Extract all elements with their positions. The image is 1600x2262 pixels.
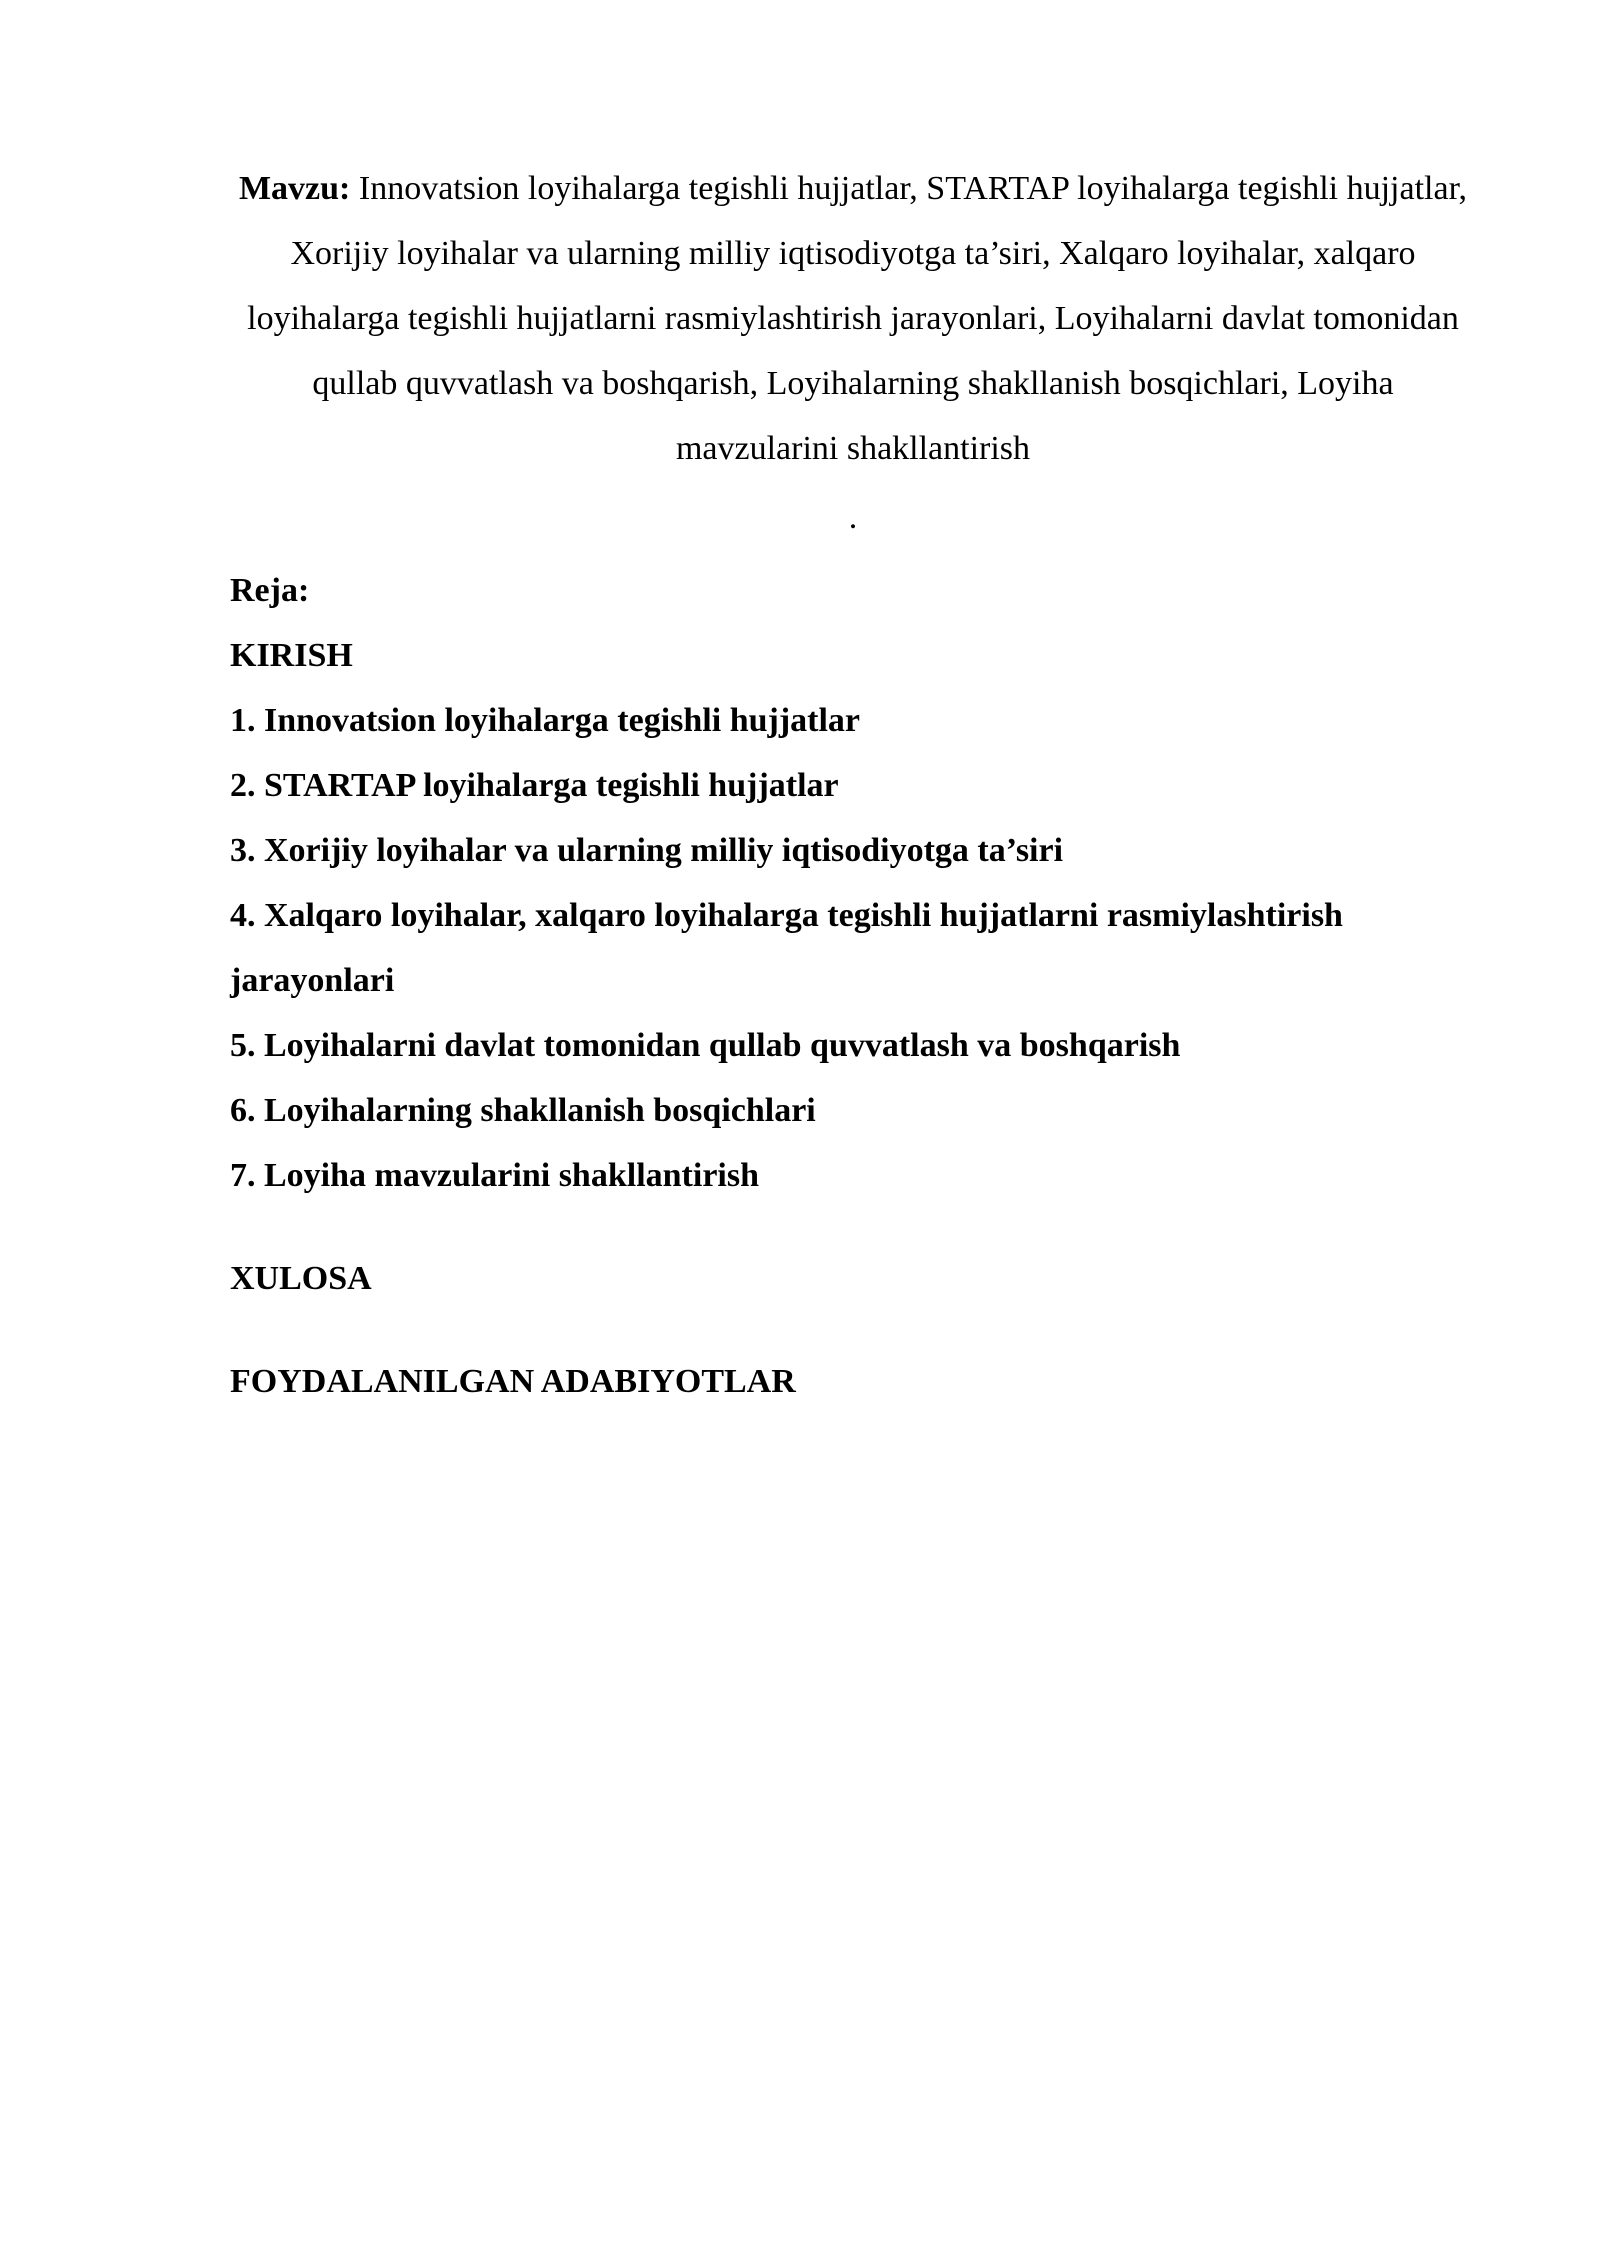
plan-item-1: 1. Innovatsion loyihalarga tegishli hujjatlar	[230, 702, 861, 739]
separator-dot: .	[848, 499, 858, 536]
plan-item-7: 7. Loyiha mavzularini shakllantirish	[230, 1157, 759, 1194]
plan-item-2: 2. STARTAP loyihalarga tegishli hujjatlar	[230, 767, 839, 804]
conclusion-heading: XULOSA	[230, 1260, 372, 1297]
plan-item-3: 3. Xorijiy loyihalar va ularning milliy iqtisodiyotga ta’siri	[230, 832, 1064, 869]
references-heading: FOYDALANILGAN ADABIYOTLAR	[230, 1363, 796, 1400]
intro-heading: KIRISH	[230, 637, 353, 674]
plan-item-4: 4. Xalqaro loyihalar, xalqaro loyihalarga tegishli hujjatlarni rasmiylashtirish jarayonlari	[230, 897, 1343, 999]
topic-paragraph	[228, 156, 1478, 481]
plan-heading: Reja:	[230, 572, 310, 609]
plan-section	[230, 558, 1490, 1414]
topic-label: Mavzu:	[238, 170, 351, 207]
plan-item-5: 5. Loyihalarni davlat tomonidan qullab quvvatlash va boshqarish	[230, 1027, 1181, 1064]
topic-text: Innovatsion loyihalarga tegishli hujjatlar, STARTAP loyihalarga tegishli hujjatlar, Xorijiy loyihalar va ularning milliy iqtisodiyotga ta’siri, Xalqaro loyihalar, xalqaro loyihalarga tegishli hujjatlarni rasmiylashtirish jarayonlari, Loyihalarni davlat tomonidan qullab quvvatlash va boshqarish, Loyihalarning shakllanish bosqichlari, Loyiha mavzularini shakllantirish	[247, 170, 1468, 467]
plan-item-6: 6. Loyihalarning shakllanish bosqichlari	[230, 1092, 816, 1129]
